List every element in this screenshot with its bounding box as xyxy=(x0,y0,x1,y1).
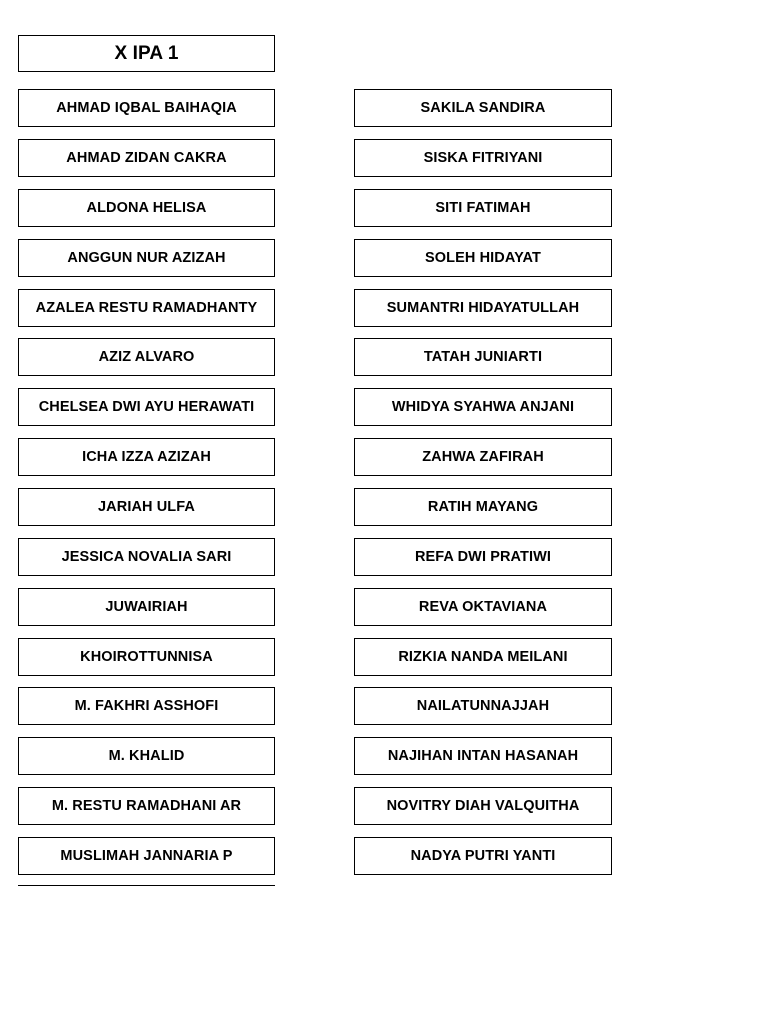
divider-line xyxy=(18,885,275,886)
student-name-right: NOVITRY DIAH VALQUITHA xyxy=(354,787,612,825)
student-name-right: NADYA PUTRI YANTI xyxy=(354,837,612,875)
student-name-right: WHIDYA SYAHWA ANJANI xyxy=(354,388,612,426)
student-name-right: SOLEH HIDAYAT xyxy=(354,239,612,277)
student-name-left: JUWAIRIAH xyxy=(18,588,275,626)
student-name-left: KHOIROTTUNNISA xyxy=(18,638,275,676)
student-name-right: NAJIHAN INTAN HASANAH xyxy=(354,737,612,775)
student-name-right: REFA DWI PRATIWI xyxy=(354,538,612,576)
student-name-right: RATIH MAYANG xyxy=(354,488,612,526)
student-name-left: ANGGUN NUR AZIZAH xyxy=(18,239,275,277)
student-name-left: CHELSEA DWI AYU HERAWATI xyxy=(18,388,275,426)
student-name-right: RIZKIA NANDA MEILANI xyxy=(354,638,612,676)
student-name-right: SAKILA SANDIRA xyxy=(354,89,612,127)
student-name-left: M. RESTU RAMADHANI AR xyxy=(18,787,275,825)
student-name-left: MUSLIMAH JANNARIA P xyxy=(18,837,275,875)
student-name-left: JARIAH ULFA xyxy=(18,488,275,526)
student-name-left: ICHA IZZA AZIZAH xyxy=(18,438,275,476)
student-name-left: AZALEA RESTU RAMADHANTY xyxy=(18,289,275,327)
student-name-right: ZAHWA ZAFIRAH xyxy=(354,438,612,476)
student-name-left: ALDONA HELISA xyxy=(18,189,275,227)
student-name-right: SUMANTRI HIDAYATULLAH xyxy=(354,289,612,327)
student-name-left: M. KHALID xyxy=(18,737,275,775)
student-name-left: AHMAD ZIDAN CAKRA xyxy=(18,139,275,177)
student-name-right: SISKA FITRIYANI xyxy=(354,139,612,177)
student-name-right: REVA OKTAVIANA xyxy=(354,588,612,626)
student-name-left: M. FAKHRI ASSHOFI xyxy=(18,687,275,725)
student-name-right: NAILATUNNAJJAH xyxy=(354,687,612,725)
student-name-right: TATAH JUNIARTI xyxy=(354,338,612,376)
student-name-left: AZIZ ALVARO xyxy=(18,338,275,376)
student-name-left: AHMAD IQBAL BAIHAQIA xyxy=(18,89,275,127)
student-name-right: SITI FATIMAH xyxy=(354,189,612,227)
class-title: X IPA 1 xyxy=(18,35,275,72)
student-name-left: JESSICA NOVALIA SARI xyxy=(18,538,275,576)
